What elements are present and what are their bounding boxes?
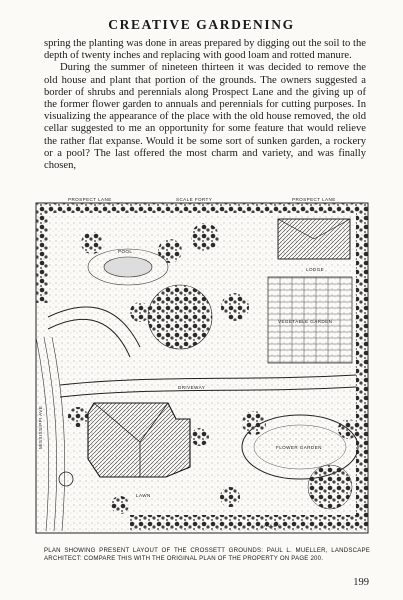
shrub-border-right bbox=[356, 213, 368, 531]
garden-plan-illustration bbox=[30, 197, 374, 538]
shrub-border-bottom bbox=[130, 515, 356, 531]
running-head: CREATIVE GARDENING bbox=[108, 17, 295, 32]
label-lawn: LAWN bbox=[136, 493, 151, 498]
label-pool: POOL bbox=[118, 249, 133, 254]
label-prospect-lane-right: PROSPECT LANE bbox=[292, 197, 336, 202]
label-flower-garden: FLOWER GARDEN bbox=[276, 445, 322, 450]
body-text bbox=[44, 38, 366, 172]
label-vegetable-garden: VEGETABLE GARDEN bbox=[278, 319, 333, 324]
figure-caption: PLAN SHOWING PRESENT LAYOUT OF THE CROSSETT GROUNDS: PAUL L. MUELLER, LANDSCAPE ARCHITECT: COMPARE THIS WITH THE ORIGINAL PLAN OF THE PROPERTY ON PAGE 200. bbox=[44, 547, 370, 563]
paragraph: During the summer of nineteen thirteen it was decided to remove the old house and plant that portion of the grounds. The owners suggested a border of shrubs and perennials along Prospect Lane and the giving up of the former flower garden to annuals and perennials for cutting purposes. In visualizing the appearance of the place with the old house removed, the old cellar suggested to me an opportunity for some feature that would relieve the rather flat expanse. Would it be some sort of sunken garden, a rockery or a pool? The last offered the most charm and variety, and was finally chosen, bbox=[44, 62, 366, 172]
label-prospect-lane-left: PROSPECT LANE bbox=[68, 197, 112, 202]
garden-plan-svg bbox=[30, 197, 374, 538]
label-driveway: DRIVEWAY bbox=[178, 385, 206, 390]
pool bbox=[104, 257, 152, 277]
label-lodge: LODGE bbox=[306, 267, 325, 272]
paragraph: spring the planting was done in areas prepared by digging out the soil to the depth of twenty inches and replacing with good loam and rotted manure. bbox=[44, 38, 366, 62]
label-alley: ALLEY bbox=[264, 523, 281, 528]
shrub-border-top bbox=[36, 203, 368, 213]
label-mississippi-ave: MISSISSIPPI AVE bbox=[38, 405, 43, 449]
tree-cluster bbox=[148, 285, 212, 349]
shrub-border-left bbox=[36, 213, 48, 303]
label-scale: SCALE FORTY bbox=[176, 197, 213, 202]
page-number: 199 bbox=[353, 577, 369, 588]
